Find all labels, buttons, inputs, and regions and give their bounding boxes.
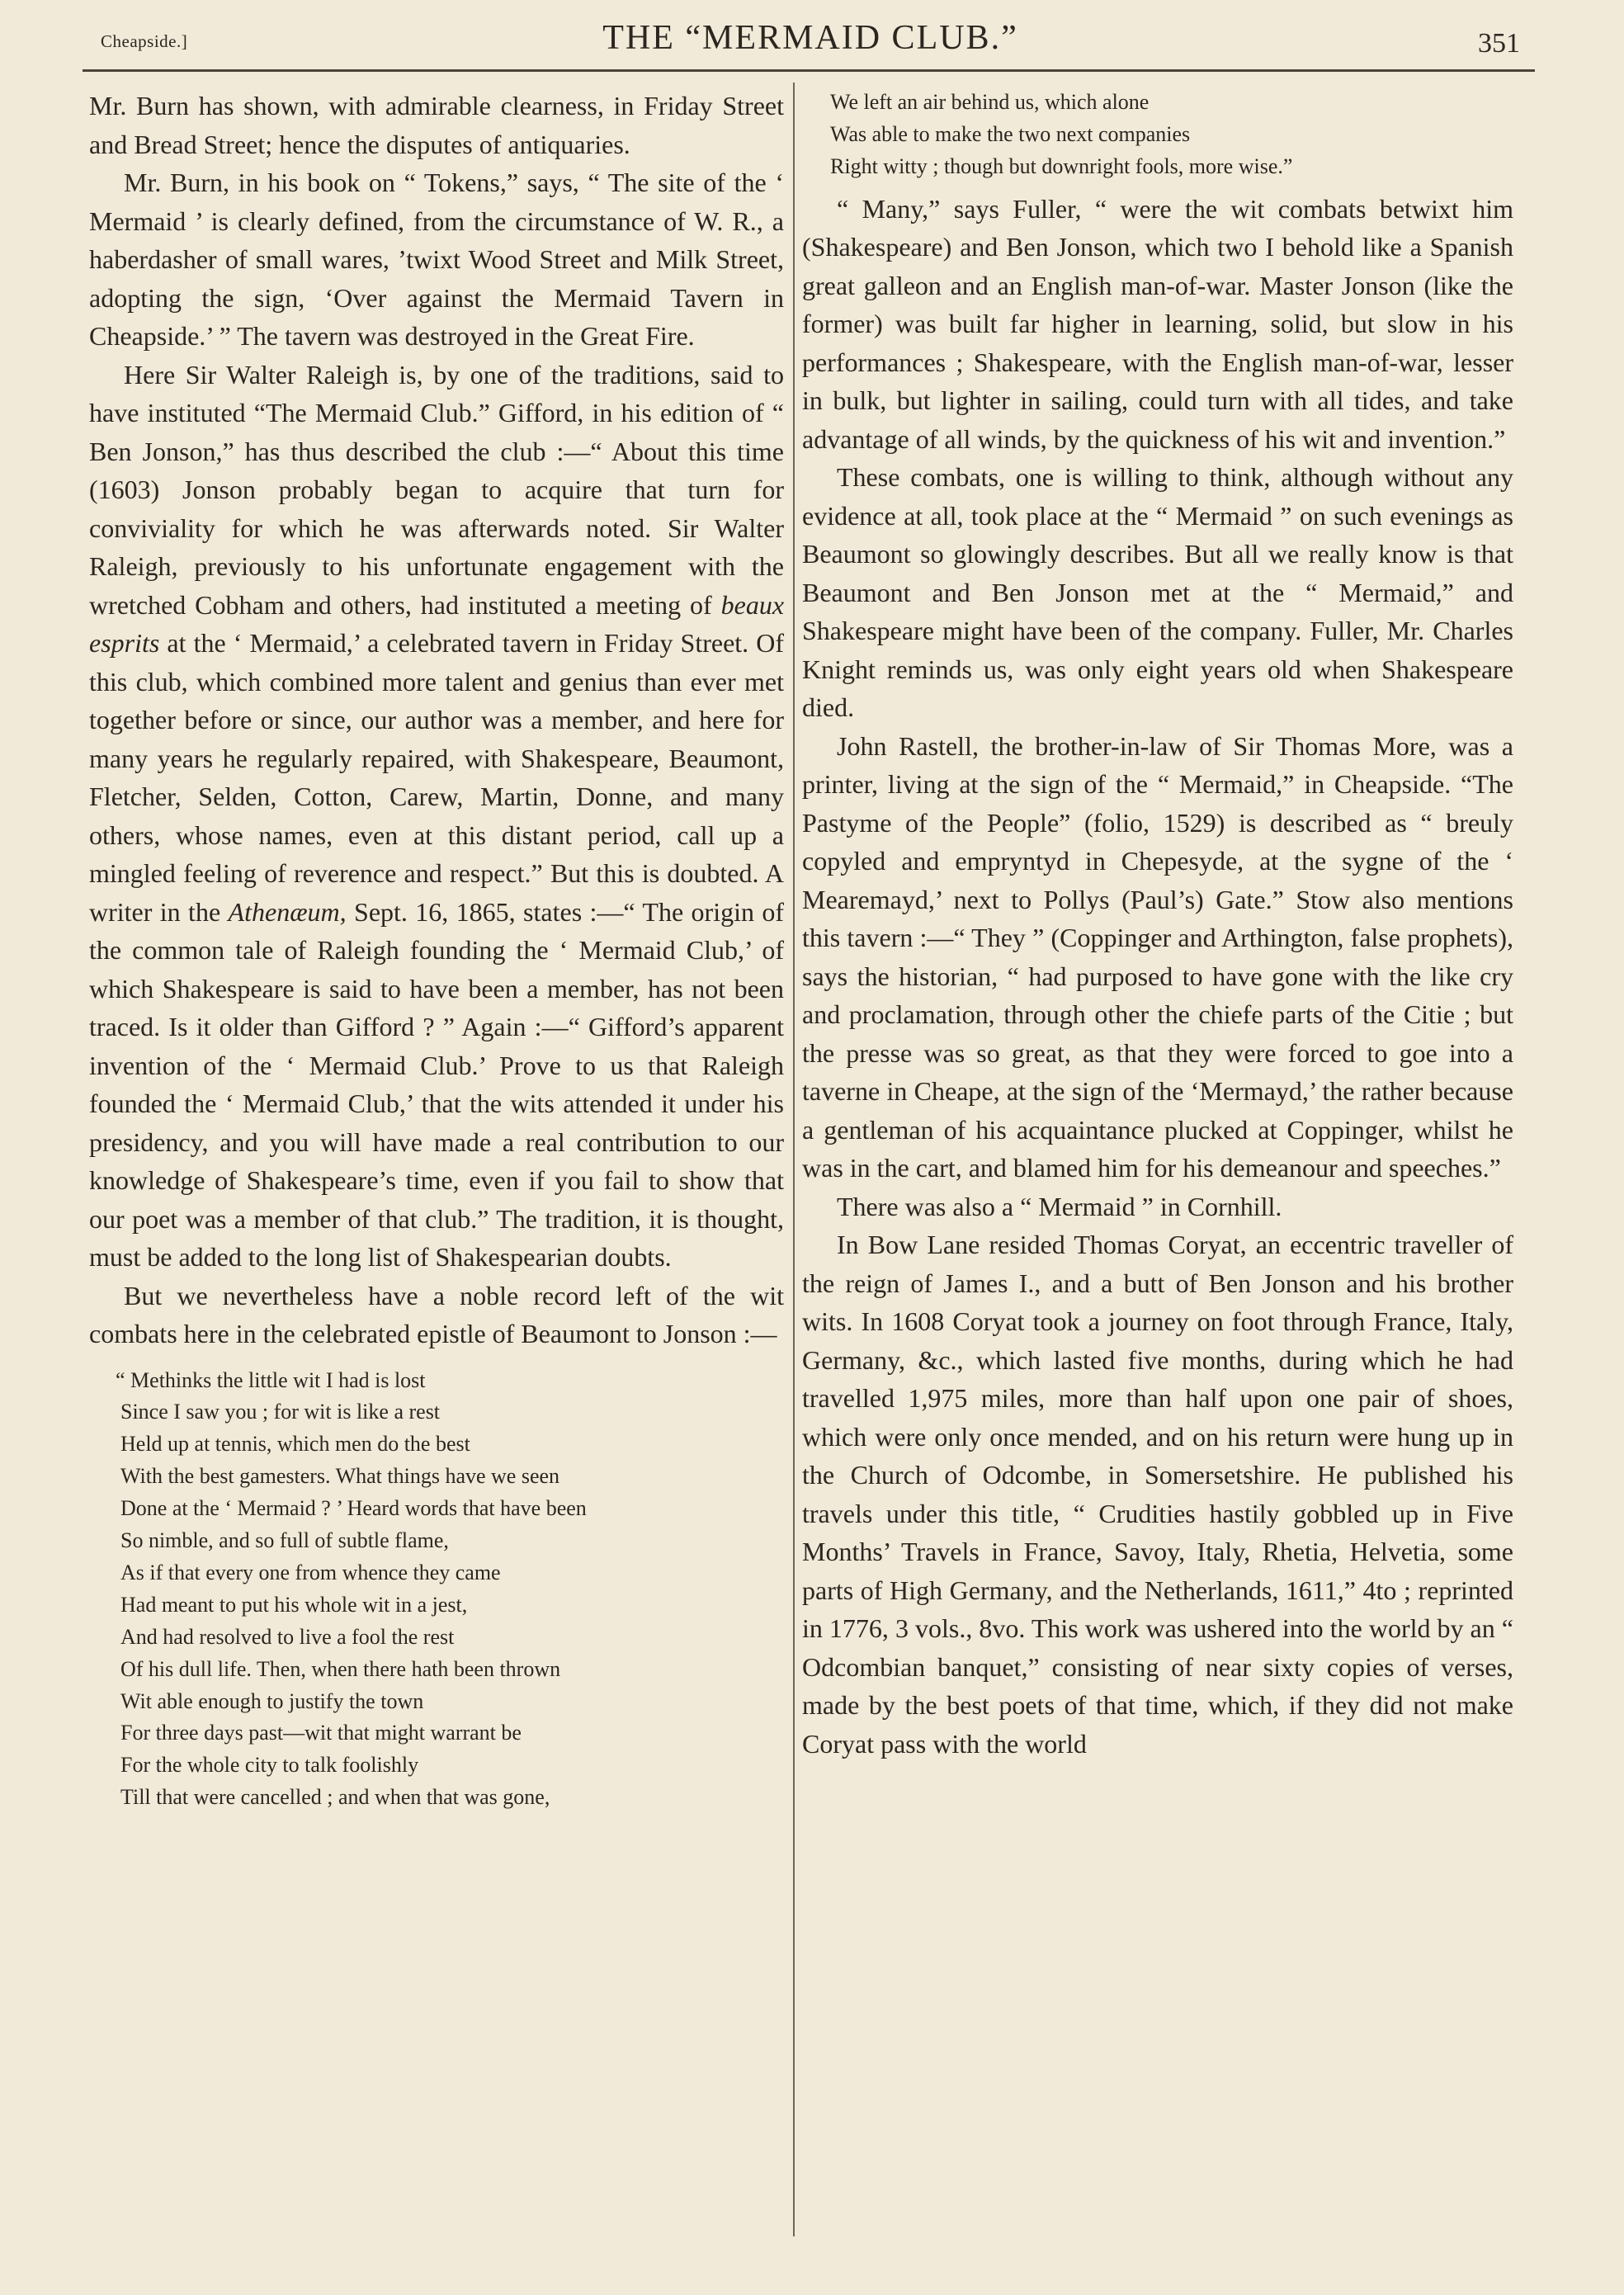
- paragraph: But we nevertheless have a noble record left of the wit combats here in the celebrated epistle of Beaumont to Jonson :—: [89, 1280, 784, 1348]
- verse-line: For three days past—wit that might warrant be: [120, 1721, 522, 1745]
- verse-line: Was able to make the two next companies: [830, 121, 1191, 146]
- text-run: at the ‘ Mermaid,’ a celebrated tavern in Friday Street. Of this club, which combined more talent and genius than ever met together before or since, our author was a member, and here for many years he regularly repaired, with Shakespeare, Beaumont, Fletcher, Selden, Cotton, Carew, Martin, Donne, and many others, whose names, even at this distant period, call up a mingled feeling of reverence and respect.” But this is doubted. A writer in the: [89, 628, 785, 927]
- page-title: THE “MERMAID CLUB.”: [602, 19, 1018, 57]
- paragraph: These combats, one is willing to think, although without any evidence at all, took place at the “ Mermaid ” on such evenings as Beaumont so glowingly describes. But all we really know is that Beaumont and Ben Jonson met at the “ Mermaid,” and Shakespeare might have been of the company. Fuller, Mr. Charles Knight reminds us, was only eight years old when Shakespeare died.: [802, 462, 1513, 723]
- verse-line: As if that every one from whence they came: [120, 1560, 501, 1584]
- text-run: Here Sir Walter Raleigh is, by one of the traditions, said to have instituted “The Mermaid Club.” Gifford, in his edition of “ Ben Jonson,” has thus described the club :—“ About this time (1603) Jonson probably began to acquire that turn for conviviality for which he was afterwards noted. Sir Walter Raleigh, previously to his unfortunate engagement with the wretched Cobham and others, had instituted a meeting of: [89, 359, 784, 620]
- verse-line: So nimble, and so full of subtle flame,: [120, 1528, 449, 1553]
- verse-line: Since I saw you ; for wit is like a rest: [120, 1400, 441, 1424]
- paragraph: “ Many,” says Fuller, “ were the wit combats betwixt him (Shakespeare) and Ben Jonson, which two I behold like a Spanish great galleon and an English man-of-war. Master Jonson (like the former) was built far higher in learning, solid, but slow in his performances ; Shakespeare, with the English man-of-war, lesser in bulk, but lighter in sailing, could turn with all tides, and take advantage of all winds, by the quickness of his wit and invention.”: [802, 193, 1513, 454]
- verse-line: For the whole city to talk foolishly: [120, 1753, 419, 1778]
- header-rule: [83, 69, 1535, 72]
- verse-line: Right witty ; though but downright fools, more wise.”: [830, 153, 1293, 178]
- paragraph: [89, 356, 784, 1277]
- page-number: 351: [1478, 28, 1520, 59]
- verse-line: And had resolved to live a fool the rest: [120, 1624, 455, 1649]
- paragraph: Mr. Burn, in his book on “ Tokens,” says, “ The site of the ‘ Mermaid ’ is clearly defined, from the circumstance of W. R., a haberdasher of small wares, ’twixt Wood Street and Milk Street, adopting the sign, ‘Over against the Mermaid Tavern in Cheapside.’ ” The tavern was destroyed in the Great Fire.: [89, 168, 784, 351]
- verse-line: Of his dull life. Then, when there hath been thrown: [120, 1656, 561, 1681]
- verse-line: Held up at tennis, which men do the best: [120, 1432, 470, 1457]
- left-column: [89, 87, 784, 1814]
- section-label: Cheapside.]: [101, 31, 188, 51]
- running-header: [101, 15, 1520, 69]
- italic-phrase: Athenæum,: [228, 896, 347, 927]
- verse-line: Wit able enough to justify the town: [120, 1688, 424, 1713]
- paragraph: John Rastell, the brother-in-law of Sir Thomas More, was a printer, living at the sign of the “ Mermaid,” in Cheapside. “The Pastyme of the People” (folio, 1529) is described as “ breuly copyled and empryntyd in Chepesyde, at the sygne of the ‘ Mearemayd,’ next to Pollys (Paul’s) Gate.” Stow also mentions this tavern :—“ They ” (Coppinger and Arthington, false prophets), says the historian, “ had purposed to have gone with the like cry and proclamation, through other the chiefe parts of the Citie ; but the presse was so great, as that they were forced to goe into a taverne in Cheape, at the sign of the ‘Mermayd,’ the rather because a gentleman of his acquaintance plucked at Coppinger, whilst he was in the cart, and blamed him for his demeanour and speeches.”: [802, 730, 1513, 1183]
- paragraph: Mr. Burn has shown, with admirable clearness, in Friday Street and Bread Street; hence the disputes of antiquaries.: [89, 91, 784, 159]
- verse-line: Till that were cancelled ; and when that was gone,: [120, 1785, 550, 1810]
- verse-block: [802, 87, 1513, 183]
- text-run: Sept. 16, 1865, states :—“ The origin of the common tale of Raleigh founding the ‘ Mermaid Club,’ of which Shakespeare is said to have been a member, has not been traced. Is it older than Gifford ? ” Again :—“ Gifford’s apparent invention of the ‘ Mermaid Club.’ Prove to us that Raleigh founded the ‘ Mermaid Club,’ that the wits attended it under his presidency, and you will have made a real contribution to our knowledge of Shakespeare’s time, even if you fail to show that our poet was a member of that club.” The tradition, it is thought, must be added to the long list of Shakespearian doubts.: [89, 896, 785, 1272]
- verse-line: Done at the ‘ Mermaid ? ’ Heard words that have been: [120, 1496, 587, 1521]
- paragraph: There was also a “ Mermaid ” in Cornhill.: [837, 1191, 1282, 1221]
- verse-line: Had meant to put his whole wit in a jest,: [120, 1592, 468, 1617]
- verse-block: [89, 1365, 784, 1815]
- italic-phrase: beaux esprits: [89, 589, 785, 658]
- verse-line: “ Methinks the little wit I had is lost: [116, 1367, 426, 1392]
- verse-line: With the best gamesters. What things have we seen: [120, 1464, 560, 1489]
- right-column: [802, 87, 1513, 1763]
- column-divider: [793, 83, 795, 2236]
- paragraph: In Bow Lane resided Thomas Coryat, an eccentric traveller of the reign of James I., and a butt of Ben Jonson and his brother wits. In 1608 Coryat took a journey on foot through France, Italy, Germany, &c., which lasted five months, during which he had travelled 1,975 miles, more than half upon one pair of shoes, which were only once mended, and on his return were hung up in the Church of Odcombe, in Somersetshire. He published his travels under this title, “ Crudities hastily gobbled up in Five Months’ Travels in France, Savoy, Italy, Rhetia, Helvetia, some parts of High Germany, and the Netherlands, 1611,” 4to ; reprinted in 1776, 3 vols., 8vo. This work was ushered into the world by an “ Odcombian banquet,” consisting of near sixty copies of verses, made by the best poets of that time, which, if they did not make Coryat pass with the world: [802, 1230, 1513, 1759]
- verse-line: We left an air behind us, which alone: [830, 90, 1150, 114]
